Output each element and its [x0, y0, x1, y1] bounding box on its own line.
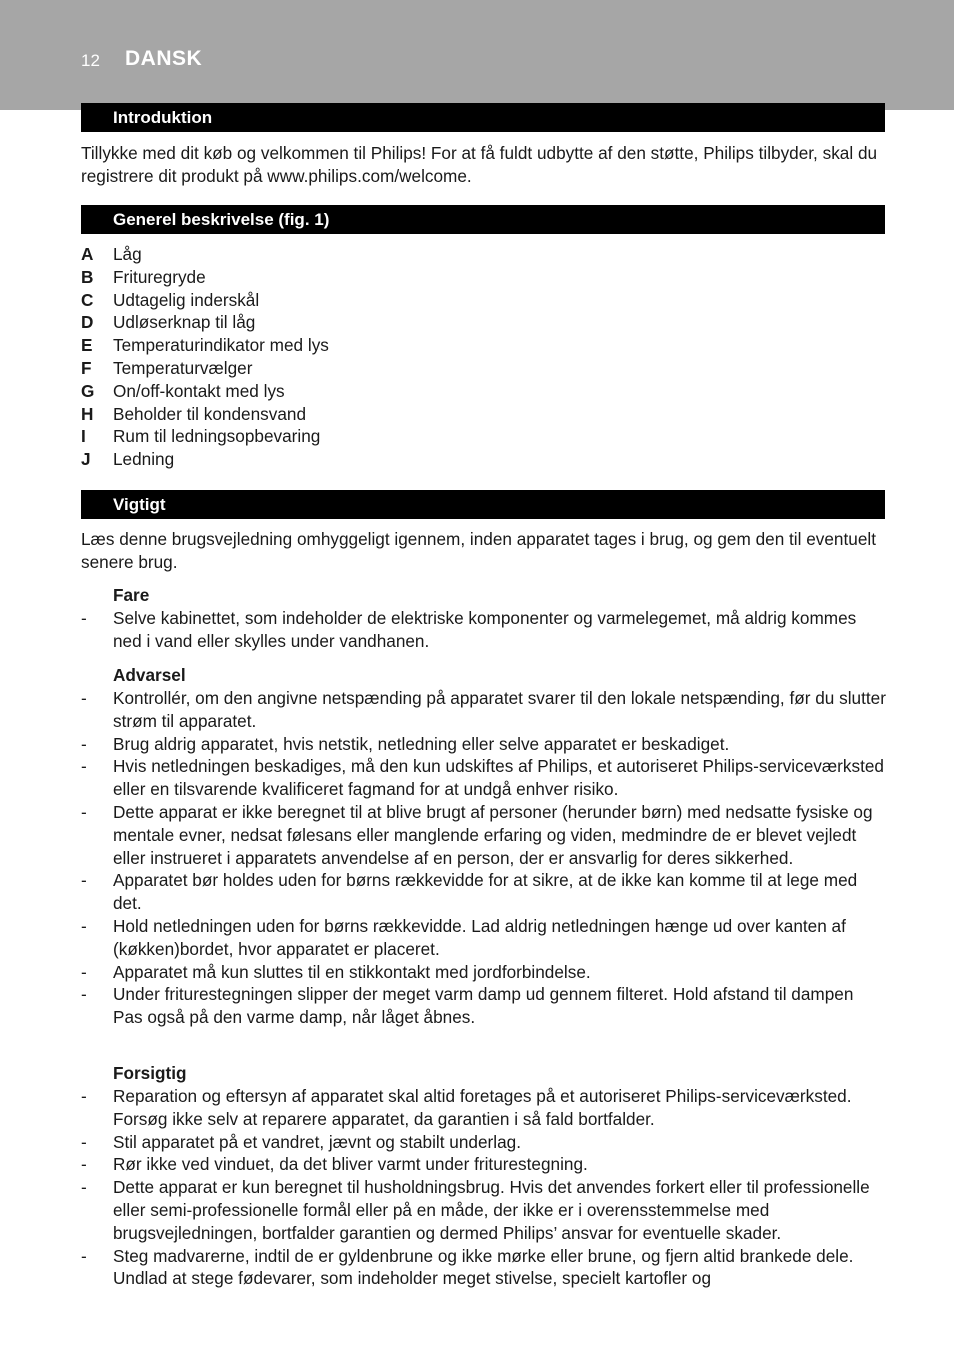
list-item [81, 733, 886, 756]
language-heading: DANSK [125, 47, 203, 70]
list-item [81, 1176, 886, 1244]
list-item-text: Hvis netledningen beskadiges, må den kun udskiftes af Philips, et autoriseret Philips-serviceværksted eller en tilsvarende kvalificeret fagmand for at undgå enhver risiko. [113, 756, 884, 800]
part-letter: A [81, 244, 94, 264]
danger-list [81, 607, 886, 653]
list-item-text: Kontrollér, om den angivne netspænding på apparatet svarer til den lokale netspænding, før du slutter strøm til apparatet. [113, 688, 886, 731]
list-dash: - [81, 984, 87, 1005]
list-dash: - [81, 801, 87, 822]
part-item [81, 425, 329, 448]
part-letter: I [81, 426, 86, 447]
list-item-text: Stil apparatet på et vandret, jævnt og stabilt underlag. [113, 1131, 521, 1152]
part-label: Temperaturindikator med lys [113, 335, 329, 356]
list-item-text: Dette apparat er kun beregnet til husholdningsbrug. Hvis det anvendes forkert eller til professionelle eller semi-professionelle formål eller på en måde, der ikke er i overensstemmelse med brugsvejledningen, bortfalder garantien og dermed Philips’ ansvar for eventuelle skader. [113, 1177, 870, 1243]
section-header-introduktion: Introduktion [81, 103, 885, 132]
list-dash: - [81, 608, 87, 628]
part-letter: C [81, 289, 94, 310]
part-item [81, 266, 329, 289]
list-dash: - [81, 915, 87, 936]
part-item [81, 334, 329, 357]
part-label: Beholder til kondensvand [113, 403, 307, 424]
section-header-description: Generel beskrivelse (fig. 1) [81, 205, 885, 234]
list-item-text: Dette apparat er ikke beregnet til at blive brugt af personer (herunder børn) med nedsatte fysiske og mentale evner, nedsat følesans eller manglende erfaring og viden, medmindre de er blevet vejledt eller instrueret i apparatets anvendelse af en person, der er ansvarlig for deres sikkerhed. [113, 801, 873, 868]
list-item [81, 1131, 886, 1154]
list-item [81, 1085, 886, 1131]
list-item [81, 801, 886, 869]
list-item-text: Apparatet bør holdes uden for børns rækkevidde for at sikre, at de ikke kan komme til at lege med det. [113, 870, 858, 914]
list-item-text: Hold netledningen uden for børns rækkevidde. Lad aldrig netledningen hænge ud over kanten af (køkken)bordet, hvor apparatet er placeret. [113, 915, 846, 959]
part-item [81, 243, 329, 266]
list-item [81, 607, 886, 653]
list-item [81, 983, 886, 1029]
list-dash: - [81, 870, 87, 891]
part-item [81, 289, 329, 312]
list-item-text: Selve kabinettet, som indeholder de elektriske komponenter og varmelegemet, må aldrig kommes ned i vand eller skylles under vandhanen. [113, 608, 857, 651]
part-letter: D [81, 312, 94, 333]
subheading-forsigtig: Forsigtig [113, 1063, 187, 1083]
list-dash: - [81, 961, 87, 982]
intro-paragraph: Tillykke med dit køb og velkommen til Philips! For at få fuldt udbytte af den støtte, Philips tilbyder, skal du registrere dit produkt på www.philips.com/welcome. [81, 143, 878, 186]
header-band [0, 0, 954, 110]
list-item [81, 869, 886, 915]
section-header-vigtigt: Vigtigt [81, 490, 885, 519]
list-item [81, 961, 886, 984]
part-letter: G [81, 380, 95, 401]
part-item [81, 448, 329, 471]
part-label: On/off-kontakt med lys [113, 380, 285, 401]
warning-list [81, 687, 886, 1029]
list-item-text: Reparation og eftersyn af apparatet skal altid foretages på et autoriseret Philips-serviceværksted. Forsøg ikke selv at reparere apparatet, da garantien i så fald bortfalder. [113, 1086, 852, 1129]
subheading-advarsel: Advarsel [113, 665, 186, 685]
part-item [81, 357, 329, 380]
part-label: Frituregryde [113, 266, 206, 287]
part-label: Udtagelig inderskål [113, 289, 260, 310]
list-item [81, 1245, 886, 1291]
list-item [81, 687, 886, 733]
part-letter: J [81, 449, 91, 470]
list-dash: - [81, 1245, 87, 1266]
list-dash: - [81, 688, 87, 708]
part-item [81, 380, 329, 403]
list-item [81, 1153, 886, 1176]
list-dash: - [81, 1086, 87, 1106]
list-dash: - [81, 733, 87, 754]
list-item [81, 915, 886, 961]
part-item [81, 311, 329, 334]
list-item-text: Steg madvarerne, indtil de er gyldenbrune og ikke mørke eller brune, og fjern altid brankede dele. Undlad at stege fødevarer, som indeholder meget stivelse, specielt kartofler og [113, 1245, 854, 1289]
list-item-text: Brug aldrig apparatet, hvis netstik, netledning eller selve apparatet er beskadiget. [113, 733, 730, 754]
parts-list [81, 243, 329, 471]
part-label: Låg [113, 244, 142, 264]
page-number: 12 [81, 51, 100, 70]
list-item-text: Rør ikke ved vinduet, da det bliver varmt under friturestegning. [113, 1154, 588, 1175]
part-item [81, 403, 329, 426]
list-dash: - [81, 1131, 87, 1152]
part-label: Ledning [113, 449, 175, 470]
part-label: Rum til ledningsopbevaring [113, 426, 321, 447]
list-dash: - [81, 1154, 87, 1175]
caution-list [81, 1085, 886, 1290]
important-paragraph: Læs denne brugsvejledning omhyggeligt igennem, inden apparatet tages i brug, og gem den til eventuelt senere brug. [81, 529, 876, 572]
list-dash: - [81, 1177, 87, 1198]
list-item-text: Under friturestegningen slipper der meget varm damp ud gennem filteret. Hold afstand til dampen Pas også på den varme damp, når låget åbnes. [113, 984, 854, 1028]
part-letter: F [81, 357, 92, 378]
list-dash: - [81, 756, 87, 777]
part-label: Temperaturvælger [113, 357, 253, 378]
part-letter: B [81, 266, 94, 287]
part-letter: E [81, 335, 93, 356]
part-letter: H [81, 403, 94, 424]
list-item [81, 755, 886, 801]
list-item-text: Apparatet må kun sluttes til en stikkontakt med jordforbindelse. [113, 961, 591, 982]
subheading-fare: Fare [113, 585, 150, 605]
part-label: Udløserknap til låg [113, 312, 256, 333]
